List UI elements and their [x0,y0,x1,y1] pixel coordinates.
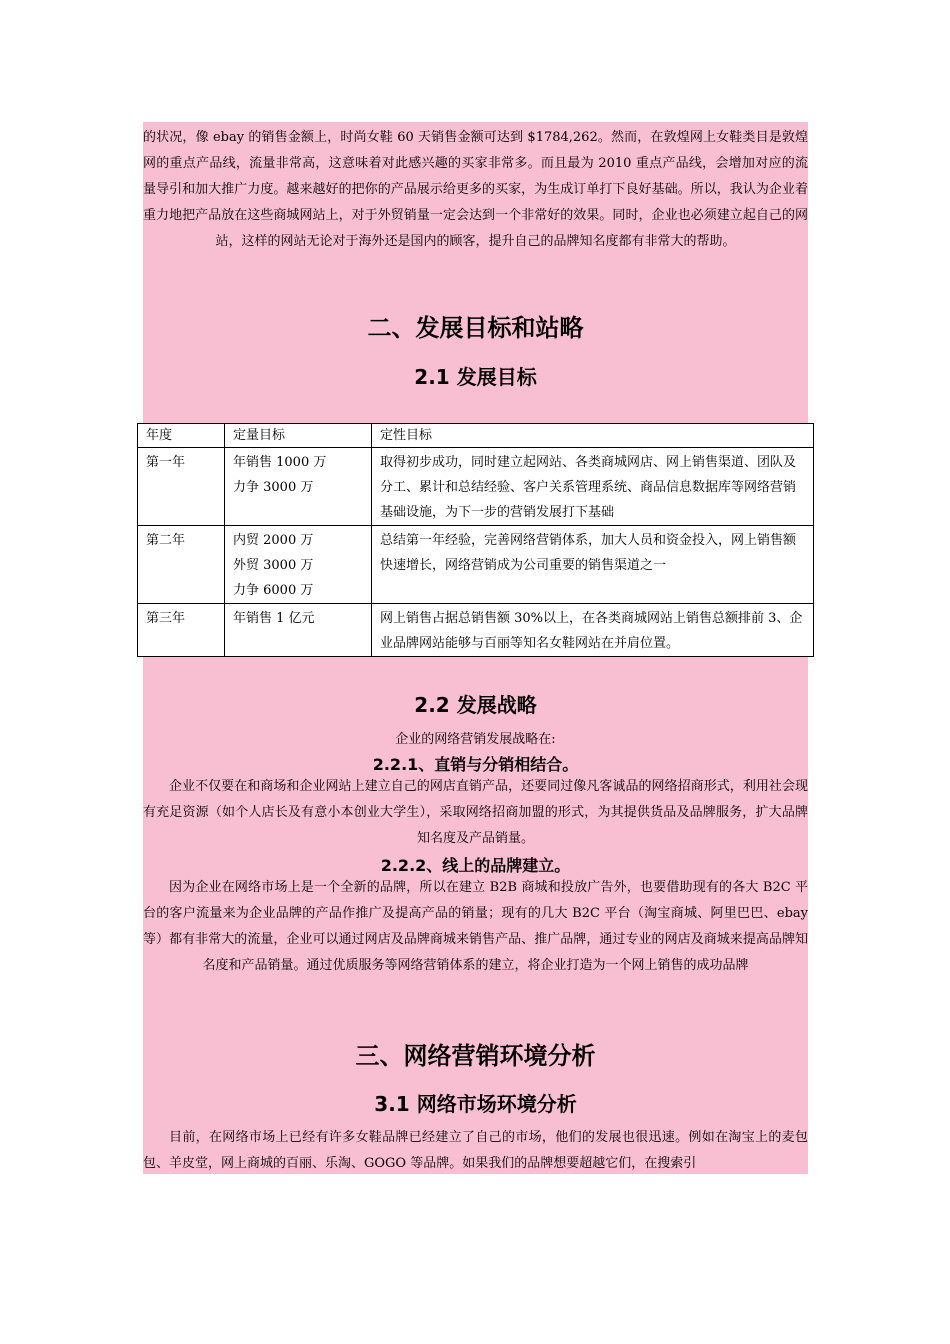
strategy-intro: 企业的网络营销发展战略在: [395,732,556,747]
section-2-2-title: 2.2 发展战略 [414,693,537,717]
quant-line: 年销售 1 亿元 [233,611,315,626]
section-3-1-title: 3.1 网络市场环境分析 [374,1092,577,1116]
quant-line: 外贸 3000 万 [233,558,314,573]
table-row [138,526,814,604]
intro-paragraph: 的状况，像 ebay 的销售金额上，时尚女鞋 60 天销售金额可达到 $1784,262。然而，在敦煌网上女鞋类目是敦煌网的重点产品线，流量非常高，这意味着对此感兴趣的买家非常多。而且最为 2010 重点产品线，会增加对应的流量导引和加大推广力度。越来越好的把你的产品展示给更多的买家，为生成订单打下良好基础。所以，我认为企业着重力地把产品放在这些商城网站上，对于外贸销量一定会达到一个非常好的效果。同时，企业也必须建立起自己的网站，这样的网站无论对于海外还是国内的顾客，提升自己的品牌知名度都有非常大的帮助。 [143,130,808,249]
year-cell: 第二年 [138,526,225,604]
quant-cell [225,448,372,526]
table-row [138,448,814,526]
section-2-title: 二、发展目标和站略 [367,314,584,342]
section-2-2-1-title: 2.2.1、直销与分销相结合。 [372,755,579,774]
quant-line: 力争 6000 万 [233,583,314,598]
qual-cell: 总结第一年经验，完善网络营销体系，加大人员和资金投入，网上销售额快速增长，网络营销成为公司重要的销售渠道之一 [372,526,814,604]
quant-line: 力争 3000 万 [233,480,314,495]
quant-cell [225,604,372,657]
quant-cell [225,526,372,604]
goals-table [137,423,814,657]
quant-line: 年销售 1000 万 [233,455,327,470]
table-header-cell: 定性目标 [372,424,814,448]
table-row [138,604,814,657]
section-2-2-2-text: 因为企业在网络市场上是一个全新的品牌，所以在建立 B2B 商城和投放广告外，也要借助现有的各大 B2C 平台的客户流量来为企业品牌的产品作推广及提高产品的销量；现有的几大 B2C 平台（淘宝商城、阿里巴巴、ebay 等）都有非常大的流量，企业可以通过网店及品牌商城来销售产品、推广品牌，通过专业的网店及商城来提高品牌知名度和产品销量。通过优质服务等网络营销体系的建立，将企业打造为一个网上销售的成功品牌 [143,880,808,973]
qual-cell: 取得初步成功，同时建立起网站、各类商城网店、网上销售渠道、团队及分工、累计和总结经验、客户关系管理系统、商品信息数据库等网络营销基础设施，为下一步的营销发展打下基础 [372,448,814,526]
section-2-2-1-text: 企业不仅要在和商场和企业网站上建立自己的网店直销产品，还要同过像凡客诚品的网络招商形式，利用社会现有充足资源（如个人店长及有意小本创业大学生），采取网络招商加盟的形式，为其提供货品及品牌服务，扩大品牌知名度及产品销量。 [143,779,808,846]
quant-line: 内贸 2000 万 [233,533,314,548]
section-3-title: 三、网络营销环境分析 [355,1042,596,1070]
table-header-row [138,424,814,448]
table-header-cell: 定量目标 [225,424,372,448]
year-cell: 第一年 [138,448,225,526]
year-cell: 第三年 [138,604,225,657]
table-header-cell: 年度 [138,424,225,448]
section-3-1-text: 目前，在网络市场上已经有许多女鞋品牌已经建立了自己的市场，他们的发展也很迅速。例如在淘宝上的麦包包、羊皮堂，网上商城的百丽、乐淘、GOGO 等品牌。如果我们的品牌想要超越它们，在搜索引 [143,1130,808,1171]
section-2-1-title: 2.1 发展目标 [414,365,537,389]
qual-cell: 网上销售占据总销售额 30%以上，在各类商城网站上销售总额排前 3、企业品牌网站能够与百丽等知名女鞋网站在并肩位置。 [372,604,814,657]
section-2-2-2-title: 2.2.2、线上的品牌建立。 [380,856,571,875]
